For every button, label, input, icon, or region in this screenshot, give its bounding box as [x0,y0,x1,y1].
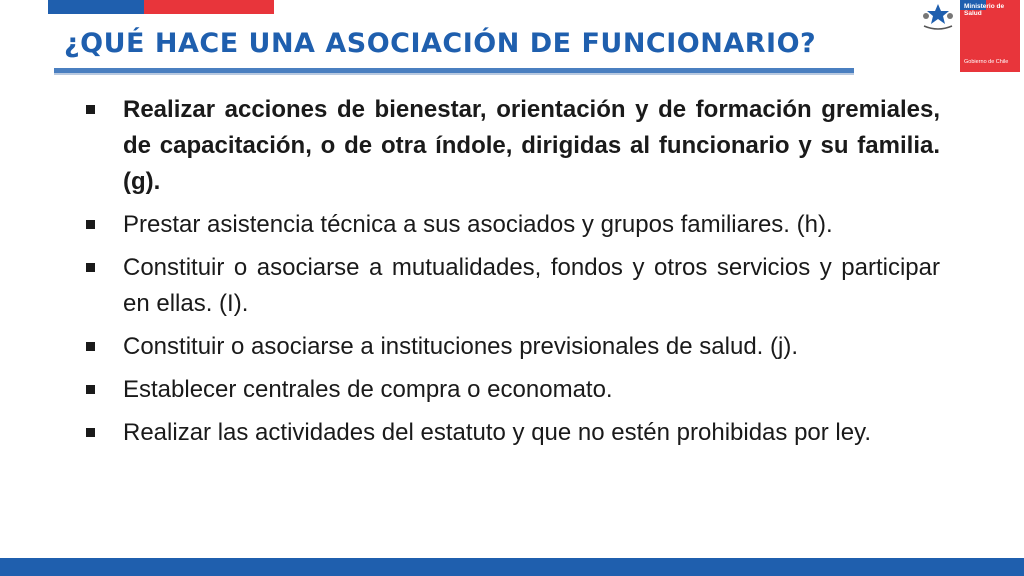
list-item [86,207,940,243]
top-accent-bar [48,0,274,14]
list-item-text: Establecer centrales de compra o economato. [123,376,613,403]
square-bullet-icon [86,263,95,272]
list-item [86,415,940,451]
government-name: Gobierno de Chile [964,59,1009,65]
list-item [86,372,940,408]
list-item-text: Constituir o asociarse a instituciones previsionales de salud. (j). [123,333,798,360]
footer-bar [0,558,1024,576]
square-bullet-icon [86,220,95,229]
list-item [86,250,940,322]
ministry-name: Ministerio de Salud [964,3,1005,17]
top-accent-blue [48,0,144,14]
top-accent-red [144,0,274,14]
title-underline [54,68,854,73]
ministry-logo [916,0,1020,72]
square-bullet-icon [86,428,95,437]
coat-of-arms-icon [916,0,960,72]
square-bullet-icon [86,385,95,394]
list-item-text: Realizar las actividades del estatuto y que no estén prohibidas por ley. [123,419,871,446]
list-item-text: Prestar asistencia técnica a sus asociados y grupos familiares. (h). [123,211,833,238]
square-bullet-icon [86,342,95,351]
list-item-text: Constituir o asociarse a mutualidades, fondos y otros servicios y participar en ellas. (I). [123,254,940,317]
ministry-panel [960,0,1020,72]
list-item [86,329,940,365]
bullet-list [86,92,940,458]
slide-title: ¿QUÉ HACE UNA ASOCIACIÓN DE FUNCIONARIO? [64,28,817,59]
square-bullet-icon [86,105,95,114]
list-item [86,92,940,200]
list-item-text: Realizar acciones de bienestar, orientación y de formación gremiales, de capacitación, o de otra índole, dirigidas al funcionario y su familia. (g). [123,96,940,195]
